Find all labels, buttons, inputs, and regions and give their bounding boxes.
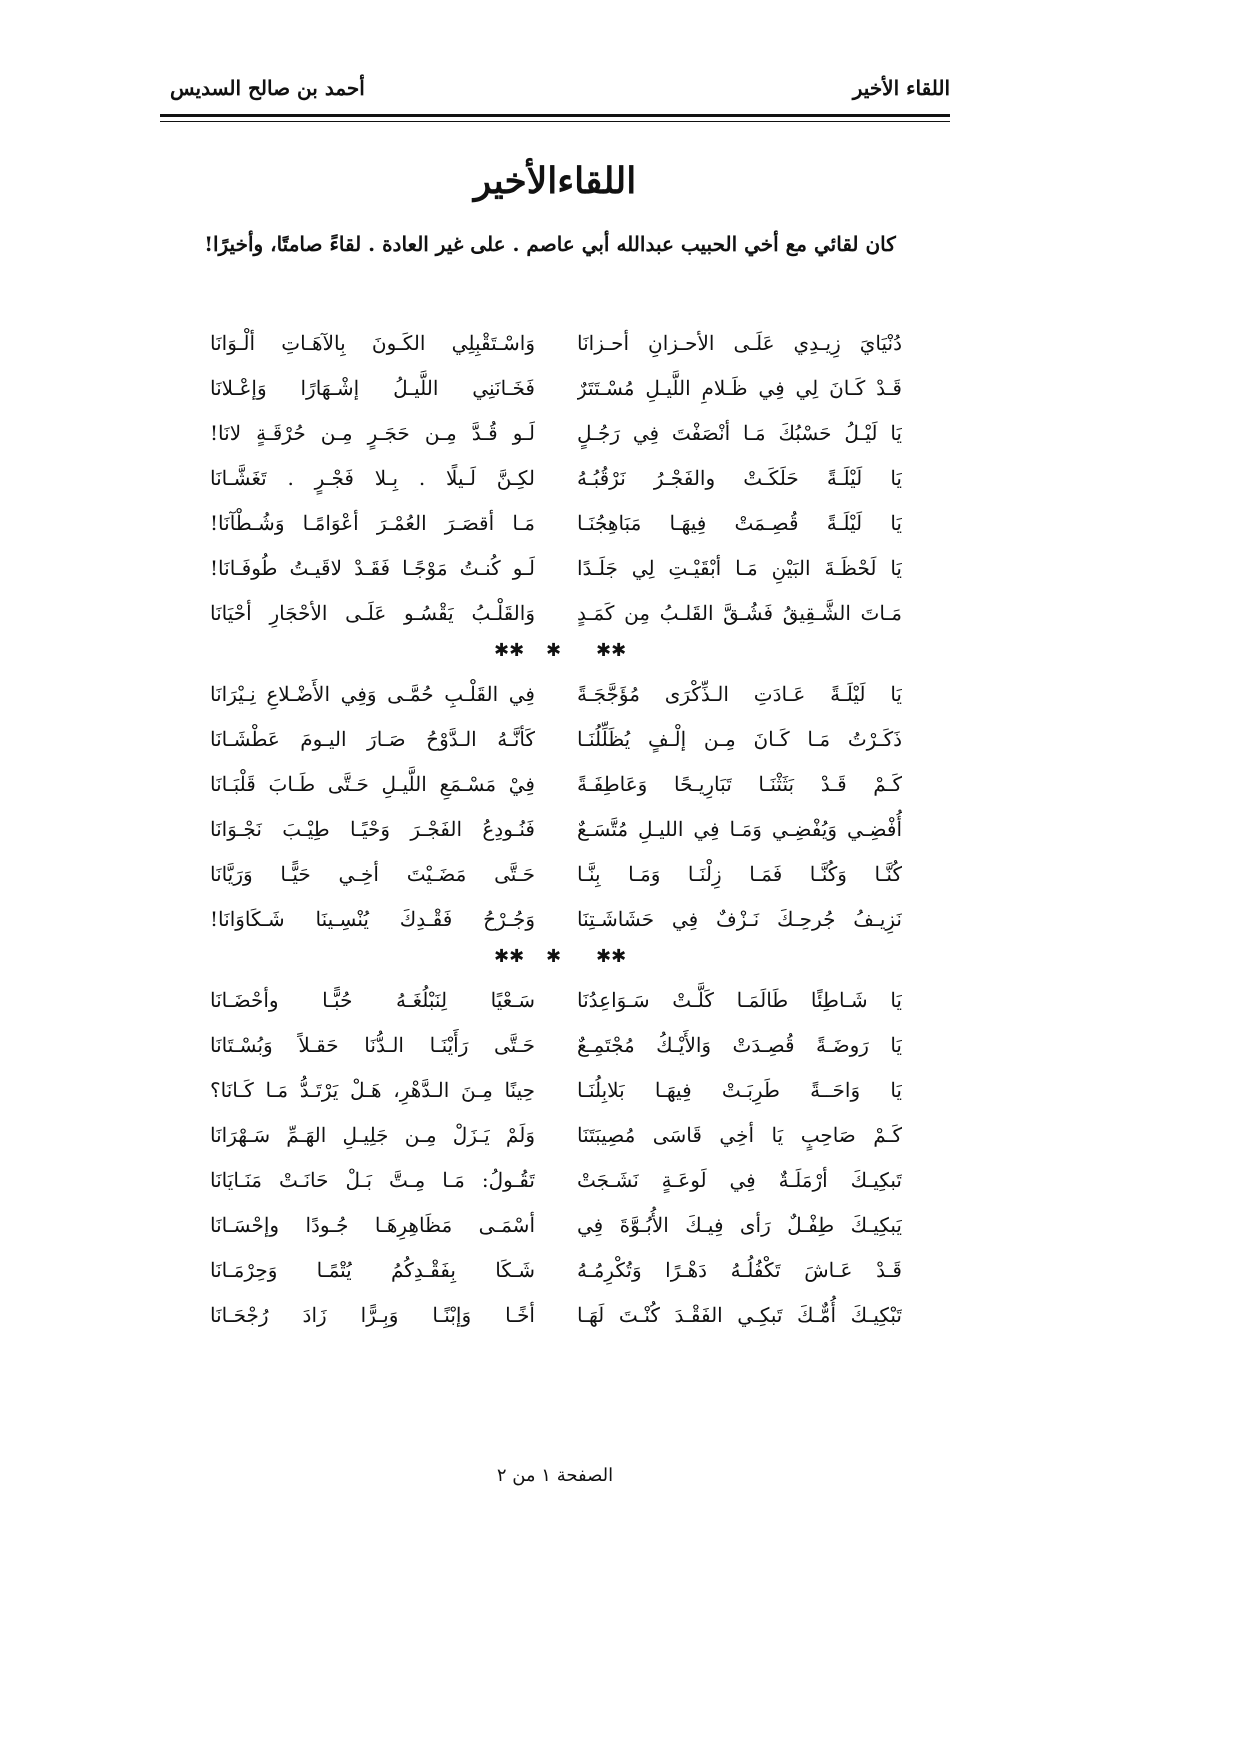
- verse-second-hemistich: شَـكَا بِفَقْـدِكُمُ يُتْمًـا وَحِرْمَـانَا: [210, 1258, 535, 1282]
- verse-second-hemistich: فِي القَلْـبِ حُمَّـى وَفِي الأَضْـلاعِ نِـيْرَانَا: [210, 682, 535, 706]
- verse-second-hemistich: مَـا أقصَـرَ العُمْـرَ أعْوَامًـا وَشُـطْآنَا!: [210, 511, 535, 535]
- verse-second-hemistich: وَالقَلْـبُ يَقْسُـو عَلَـى الأحْجَارِ أحْيَانَا: [210, 601, 535, 625]
- verse-row: [0, 458, 1110, 503]
- stanza-separator: [0, 944, 1110, 980]
- verse-second-hemistich: أخًـا وَإبْنًـا وَبِـرًّا زَادَ رُجْحَـانَا: [210, 1303, 535, 1327]
- separator-star-center: ✱: [546, 946, 562, 967]
- header-poem-title: اللقاء الأخير: [852, 76, 950, 100]
- verse-row: [0, 548, 1110, 593]
- separator-star-center: ✱: [546, 640, 562, 661]
- verse-second-hemistich: لَـو قُـدَّ مِـن حَجَـرٍ مِـن حُرْقَـةٍ لانَا!: [210, 421, 535, 445]
- poem-body: [0, 323, 1110, 1340]
- separator-stars-left: ✱✱: [494, 946, 525, 967]
- verse-row: [0, 980, 1110, 1025]
- verse-second-hemistich: لكِـنَّ لَـيلًا . بِـلا فَجْـرٍ . تَغَشَّـانَا: [210, 466, 535, 490]
- verse-row: [0, 1295, 1110, 1340]
- verse-second-hemistich: تَقُـولُ: مَـا مِـتَّ بَـلْ حَانَـتْ مَنَـايَانَا: [210, 1168, 535, 1192]
- verse-second-hemistich: كَأنَّـهُ الـدَّوْحُ صَـارَ اليـومَ عَطْشَـانَا: [210, 727, 535, 751]
- verse-first-hemistich: يَبكِيـكَ طِفْـلٌ رَأى فِيـكَ الأُبُـوَّةَ فِي: [577, 1213, 902, 1237]
- header-rule-thick: [160, 114, 950, 117]
- verse-first-hemistich: مَـاتَ الشَّـقِيقُ فَشُـقَّ القَلـبُ مِن كَمَـدٍ: [577, 601, 902, 625]
- page-number: الصفحة ١ من ٢: [496, 1465, 614, 1486]
- verse-first-hemistich: نَزِيـفُ جُرحِـكَ نَـزْفٌ فِي حَشَاشَـتِنَا: [577, 907, 902, 931]
- verse-row: [0, 1205, 1110, 1250]
- verse-first-hemistich: يَا لَحْظَـةَ البَيْنِ مَـا أبْقَيْـتِ لِي جَلَـدًا: [577, 556, 902, 580]
- separator-stars-left: ✱✱: [494, 640, 525, 661]
- verse-first-hemistich: يَا لَيْلَـةً عَـادَتِ الـذِّكْرَى مُؤَجَّجَـةً: [577, 682, 902, 706]
- verse-second-hemistich: حِينًا مِـنَ الـدَّهْرِ، هَـلْ يَرْتَـدُّ مَـا كَـانَا؟: [210, 1078, 535, 1102]
- poem-title: اللقاءالأخير: [473, 160, 637, 202]
- verse-row: [0, 593, 1110, 638]
- poem-intro: كان لقائي مع أخي الحبيب عبدالله أبي عاصم . على غير العادة . لقاءً صامتًا، وأخيرًا!: [204, 232, 896, 256]
- verse-first-hemistich: يَا رَوضَـةً قُصِـدَتْ وَالأَيْـكُ مُجْتَمِـعٌ: [577, 1033, 902, 1057]
- verse-row: [0, 764, 1110, 809]
- verse-first-hemistich: قَـدْ كَـانَ لِي فِي ظَـلامِ اللَّيـلِ مُسْـتَتَرٌ: [577, 376, 902, 400]
- verse-row: [0, 854, 1110, 899]
- verse-row: [0, 368, 1110, 413]
- verse-first-hemistich: قَـدْ عَـاشَ تَكْفُلُـهُ دَهْـرًا وَتُكْرِمُـهُ: [577, 1258, 902, 1282]
- verse-first-hemistich: تَبْكِيـكَ أُمٌّـكَ تَبكِـي الفَقْـدَ كُنْـتَ لَهَـا: [577, 1303, 902, 1327]
- verse-row: [0, 1070, 1110, 1115]
- verse-first-hemistich: كَـمْ قَـدْ بَثَثْنَـا تَبَارِيـحًا وَعَاطِفَـةً: [577, 772, 902, 796]
- verse-second-hemistich: فَخَـانَنِي اللَّيـلُ إشْـهَارًا وَإعْـلانَا: [210, 376, 535, 400]
- stanza-separator: [0, 638, 1110, 674]
- verse-second-hemistich: وَجُـرْحُ فَقْـدِكَ يُنْسِـينَا شَـكَاوَانَا!: [210, 907, 535, 931]
- verse-second-hemistich: فِيْ مَسْـمَعِ اللَّيـلِ حَـتَّى طَـابَ قَلْبَـانَا: [210, 772, 535, 796]
- verse-second-hemistich: فَنُـودِعُ الفَجْـرَ وَحْيًـا طِيْـبَ نَجْـوَانَا: [210, 817, 535, 841]
- verse-first-hemistich: يَا لَيْلَـةً حَلَكَـتْ والفَجْـرُ نَرْقُبُـهُ: [577, 466, 902, 490]
- verse-first-hemistich: كَـمْ صَاحِبٍ يَا أخِي قَاسَى مُصِيبَتَنَا: [577, 1123, 902, 1147]
- separator-stars-right: ✱✱: [596, 946, 627, 967]
- verse-second-hemistich: وَاسْـتَقْبِلِي الكَـونَ بِالآهَـاتِ ألْـوَانَا: [210, 331, 535, 355]
- header-author-name: أحمد بن صالح السديس: [170, 76, 365, 100]
- header-rule-thin: [160, 121, 950, 122]
- verse-first-hemistich: دُنْيَايَ زِيـدِي عَلَـى الأحـزانِ أحـزانَا: [577, 331, 902, 355]
- verse-first-hemistich: يَا لَيْلَـةً قُصِـمَتْ فِيهَـا مَبَاهِجُنَـا: [577, 511, 902, 535]
- verse-first-hemistich: ذَكَـرْتُ مَـا كَـانَ مِـن إلْـفٍ يُظَلِّلُنَـا: [577, 727, 902, 751]
- verse-second-hemistich: وَلَمْ يَـزَلْ مِـن جَلِيـلِ الهَـمِّ سَـهْرَانَا: [210, 1123, 535, 1147]
- verse-second-hemistich: حَـتَّى رَأَيْنَـا الـدُّنَا حَقـلاً وَبُسْـتَانَا: [210, 1033, 535, 1057]
- verse-row: [0, 899, 1110, 944]
- verse-first-hemistich: يَا وَاحَــةً طَرِبَـتْ فِيهَـا بَلابِلُنَـا: [577, 1078, 902, 1102]
- verse-row: [0, 503, 1110, 548]
- verse-second-hemistich: حَـتَّى مَضَـيْتَ أخِـي حَيًّـا وَرَيَّانَا: [210, 862, 535, 886]
- verse-row: [0, 323, 1110, 368]
- verse-first-hemistich: كُنَّـا وَكُنَّـا فَمَـا زِلْنَـا وَمَـا بِنَّـا: [577, 862, 902, 886]
- verse-first-hemistich: أُفْضِـي وَيُفْضِـي وَمَـا فِي الليـلِ مُتَّسَـعٌ: [577, 817, 902, 841]
- page-header: [160, 70, 950, 110]
- verse-first-hemistich: يَا شَـاطِئًا طَالَمَـا كَلَّـتْ سَـوَاعِدُنَا: [577, 988, 902, 1012]
- verse-first-hemistich: يَا لَيْـلُ حَسْبُكَ مَـا أنْصَفْتَ فِي رَجُـلٍ: [577, 421, 902, 445]
- verse-row: [0, 809, 1110, 854]
- verse-row: [0, 1025, 1110, 1070]
- verse-first-hemistich: تَبكِيـكَ أرْمَلَـةٌ فِي لَوعَـةٍ نَشَـجَتْ: [577, 1168, 902, 1192]
- verse-row: [0, 674, 1110, 719]
- verse-row: [0, 1115, 1110, 1160]
- separator-stars-right: ✱✱: [596, 640, 627, 661]
- verse-second-hemistich: لَـو كُنـتُ مَوْجًـا فَقَـدْ لاقَيـتُ طُوفَـانَا!: [210, 556, 535, 580]
- verse-row: [0, 719, 1110, 764]
- verse-row: [0, 413, 1110, 458]
- verse-row: [0, 1160, 1110, 1205]
- verse-row: [0, 1250, 1110, 1295]
- verse-second-hemistich: أسْمَـى مَظَاهِرِهَـا جُـودًا وإحْسَـانَا: [210, 1213, 535, 1237]
- verse-second-hemistich: سَـعْيًا لِنَبْلُغَـهُ حُبًّـا وأحْضَـانَا: [210, 988, 535, 1012]
